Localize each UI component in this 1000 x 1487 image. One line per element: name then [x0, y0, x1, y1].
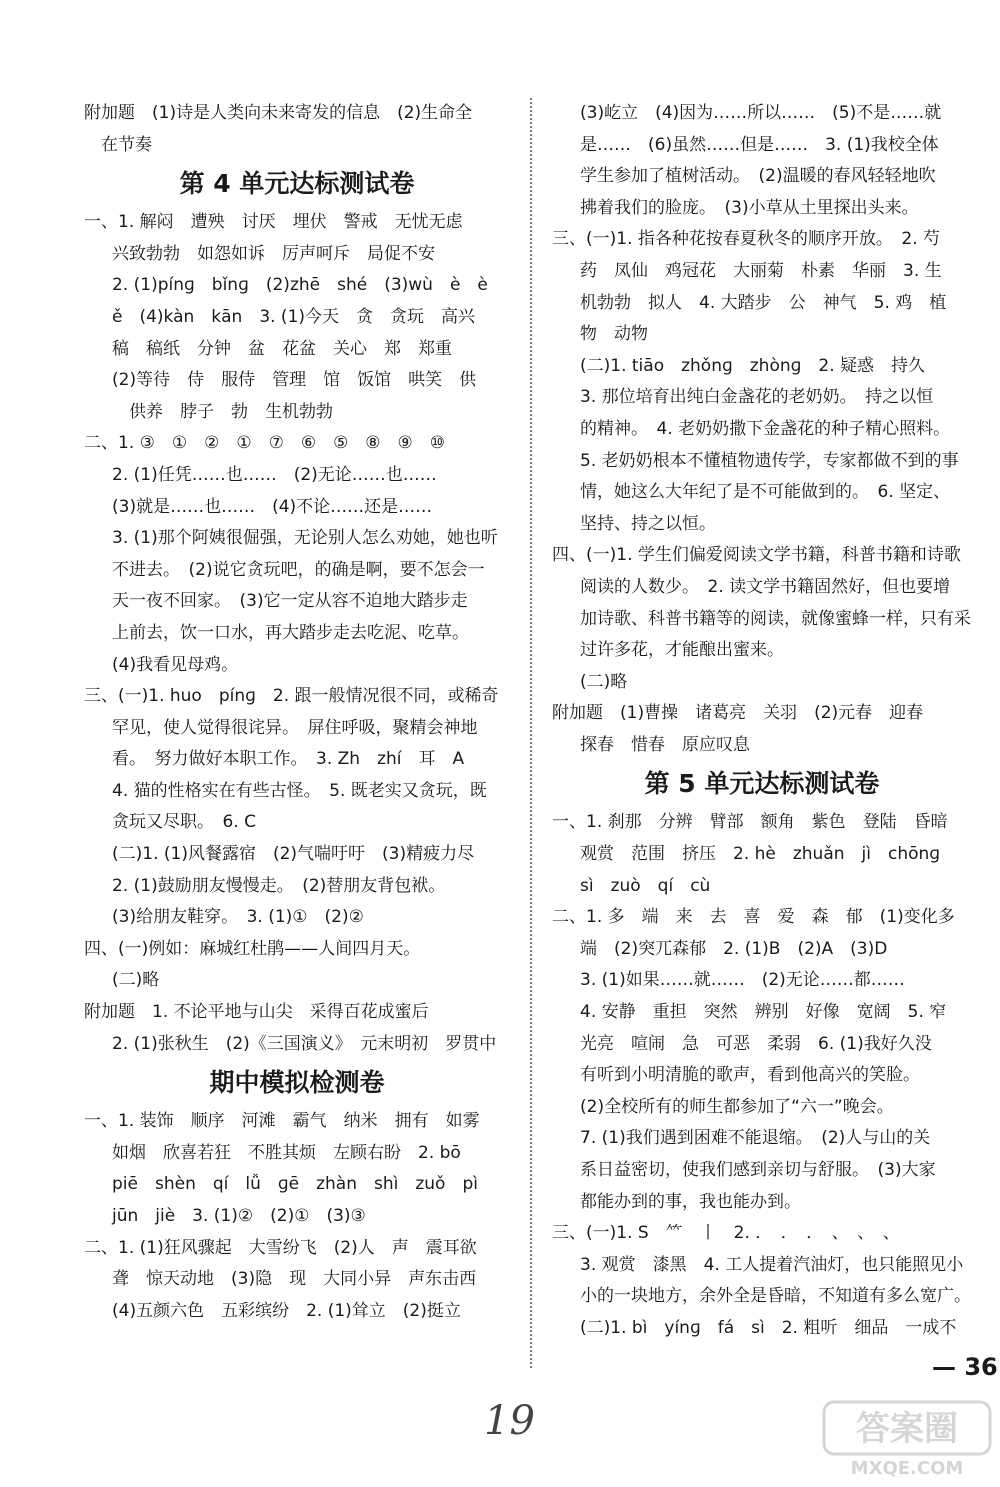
answer-line: 2. (1)鼓励朋友慢慢走。 (2)替朋友背包袱。 [112, 875, 446, 896]
answer-line: jūn jiè 3. (1)② (2)① (3)③ [112, 1206, 366, 1226]
answer-line: (二)1. (1)风餐露宿 (2)气喘吁吁 (3)精疲力尽 [112, 844, 475, 865]
answer-line: 情，她这么大年纪了是不可能做到的。 6. 坚定、 [580, 482, 951, 503]
watermark-text: 答案圈 [856, 1409, 958, 1449]
answer-line: 都能办到的事，我也能办到。 [580, 1191, 801, 1212]
answer-line: 三、(一)1. S ⺮ 丨 2. ． ． ． 、 、 、 [552, 1223, 900, 1244]
answer-line: 二、1. (1)狂风骤起 大雪纷飞 (2)人 声 震耳欲 [84, 1237, 477, 1258]
answer-line: (4)五颜六色 五彩缤纷 2. (1)耸立 (2)挺立 [112, 1300, 461, 1321]
answer-line: 系日益密切，使我们感到亲切与舒服。 (3)大家 [580, 1160, 936, 1180]
column-divider [530, 98, 532, 1368]
answer-line: 四、(一)1. 学生们偏爱阅读文学书籍，科普书籍和诗歌 [552, 545, 961, 566]
section-title: 第 4 单元达标测试卷 [179, 169, 415, 199]
answer-line: 如烟 欣喜若狂 不胜其烦 左顾右盼 2. bō [112, 1142, 461, 1163]
answer-line: 拂着我们的脸庞。 (3)小草从土里探出头来。 [580, 197, 919, 218]
answer-line: (2)全校所有的师生都参加了“六一”晚会。 [580, 1096, 894, 1117]
section-title: 第 5 单元达标测试卷 [644, 769, 880, 799]
page-number: — 36 [932, 1353, 998, 1381]
answer-line: (二)1. bì yínɡ fá sì 2. 粗听 细品 一成不 [580, 1317, 957, 1338]
handwritten-mark: 19 [484, 1398, 535, 1444]
answer-line: 一、1. 装饰 顺序 河滩 霸气 纳米 拥有 如雾 [84, 1111, 480, 1132]
answer-line: 2. (1)任凭……也…… (2)无论……也…… [112, 464, 437, 485]
answer-line: 二、1. 多 端 来 去 喜 爱 森 郁 (1)变化多 [552, 907, 955, 928]
answer-line: 附加题 (1)曹操 诸葛亮 关羽 (2)元春 迎春 [552, 703, 924, 724]
answer-line: 3. 观赏 漆黑 4. 工人提着汽油灯，也只能照见小 [580, 1254, 964, 1275]
answer-line: (二)略 [112, 970, 160, 991]
answer-line: 加诗歌、科普书籍等的阅读，就像蜜蜂一样，只有采 [580, 608, 971, 629]
answer-line: (3)屹立 (4)因为……所以…… (5)不是……就 [580, 103, 942, 123]
watermark-url: MXQE.COM [850, 1458, 964, 1479]
answer-line: ě (4)kàn kān 3. (1)今天 贪 贪玩 高兴 [112, 306, 476, 327]
answer-line: 一、1. 刹那 分辨 臂部 额角 紫色 登陆 昏暗 [552, 812, 948, 833]
answer-line: 罕见，使人觉得很诧异。 屏住呼吸，聚精会神地 [112, 717, 478, 738]
answer-line: 一、1. 解闷 遭殃 讨厌 埋伏 警戒 无忧无虑 [84, 212, 463, 233]
section-title: 期中模拟检测卷 [209, 1068, 385, 1098]
answer-line: 端 (2)突兀森郁 2. (1)B (2)A (3)D [580, 938, 888, 959]
answer-line: 光亮 喧闹 急 可恶 柔弱 6. (1)我好久没 [580, 1033, 932, 1054]
answer-line: 坚持、持之以恒。 [580, 513, 716, 534]
answer-line: 2. (1)pínɡ bǐnɡ (2)zhē shé (3)wù è è [112, 275, 488, 296]
answer-line: 学生参加了植树活动。 (2)温暖的春风轻轻地吹 [580, 166, 936, 187]
answer-line: 四、(一)例如：麻城红杜鹃——人间四月天。 [84, 938, 421, 959]
answer-line: 物 动物 [580, 324, 648, 345]
answer-line: 天一夜不回家。 (3)它一定从容不迫地大踏步走 [112, 591, 468, 612]
answer-line: 4. 安静 重担 突然 辨别 好像 宽阔 5. 窄 [580, 1002, 947, 1023]
answer-line: 兴致勃勃 如怨如诉 厉声呵斥 局促不安 [112, 243, 435, 264]
answer-line: 二、1. ③ ① ② ① ⑦ ⑥ ⑤ ⑧ ⑨ ⑩ [84, 433, 446, 454]
answer-line: 是…… (6)虽然……但是…… 3. (1)我校全体 [580, 134, 939, 155]
answer-line: 机勃勃 拟人 4. 大踏步 公 神气 5. 鸡 植 [580, 292, 947, 313]
answer-line: (2)等待 侍 服侍 管理 馆 饭馆 哄笑 供 [112, 370, 477, 391]
answer-line: 3. (1)那个阿姨很倔强，无论别人怎么劝她，她也听 [112, 528, 498, 549]
answer-line: 稿 稿纸 分钟 盆 花盆 关心 郑 郑重 [112, 338, 452, 359]
answer-line: sì zuò qí cù [580, 875, 711, 896]
answer-line: (二)1. tiāo zhǒnɡ zhònɡ 2. 疑惑 持久 [580, 355, 926, 376]
answer-line: 贪玩又尽职。 6. C [112, 812, 256, 833]
answer-line: 在节奏 [84, 134, 152, 155]
answer-line: 三、(一)1. 指各种花按春夏秋冬的顺序开放。 2. 芍 [552, 229, 941, 250]
answer-line: 5. 老奶奶根本不懂植物遗传学，专家都做不到的事 [580, 450, 959, 471]
left-column [84, 98, 510, 1327]
answer-line: 三、(一)1. huo pínɡ 2. 跟一般情况很不同，或稀奇 [84, 686, 499, 707]
answer-line: 供养 脖子 勃 生机勃勃 [112, 401, 333, 422]
answer-line: 附加题 1. 不论平地与山尖 采得百花成蜜后 [84, 1002, 429, 1023]
answer-line: 过许多花，才能酿出蜜来。 [580, 640, 784, 661]
answer-line: 3. 那位培育出纯白金盏花的老奶奶。 持之以恒 [580, 387, 934, 408]
answer-line: 有听到小明清脆的歌声，看到他高兴的笑脸。 [580, 1065, 920, 1086]
answer-line: 探春 惜春 原应叹息 [580, 734, 750, 755]
answer-line: piē shèn qí lǚ ɡē zhàn shì zuǒ pì [112, 1174, 478, 1195]
answer-line: 4. 猫的性格实在有些古怪。 5. 既老实又贪玩，既 [112, 780, 487, 801]
answer-line: 药 凤仙 鸡冠花 大丽菊 朴素 华丽 3. 生 [580, 260, 942, 281]
answer-line: 附加题 (1)诗是人类向未来寄发的信息 (2)生命全 [84, 103, 473, 123]
answer-line: 阅读的人数少。 2. 读文学书籍固然好，但也要增 [580, 576, 951, 597]
answer-line: (3)就是……也…… (4)不论……还是…… [112, 496, 433, 517]
answer-line: 观赏 范围 挤压 2. hè zhuǎn jì chōnɡ [580, 844, 941, 865]
right-column [552, 98, 972, 1345]
answer-line: 聋 惊天动地 (3)隐 现 大同小异 声东击西 [112, 1269, 477, 1290]
answer-line: 不进去。 (2)说它贪玩吧，的确是啊，要不怎会一 [112, 559, 485, 580]
answer-line: 上前去，饮一口水，再大踏步走去吃泥、吃草。 [112, 622, 469, 643]
answer-line: 看。 努力做好本职工作。 3. Zh zhí 耳 A [112, 749, 465, 770]
answer-line: (3)给朋友鞋穿。 3. (1)① (2)② [112, 907, 364, 928]
answer-line: 的精神。 4. 老奶奶撒下金盏花的种子精心照料。 [580, 418, 951, 439]
answer-line: (4)我看见母鸡。 [112, 654, 239, 675]
answer-line: (二)略 [580, 671, 628, 692]
answer-line: 2. (1)张秋生 (2)《三国演义》 元末明初 罗贯中 [112, 1033, 497, 1054]
watermark-logo [822, 1400, 992, 1480]
answer-line: 3. (1)如果……就…… (2)无论……都…… [580, 970, 905, 991]
answer-line: 7. (1)我们遇到困难不能退缩。 (2)人与山的关 [580, 1128, 931, 1149]
answer-line: 小的一块地方，余外全是昏暗，不知道有多么宽广。 [580, 1286, 971, 1307]
